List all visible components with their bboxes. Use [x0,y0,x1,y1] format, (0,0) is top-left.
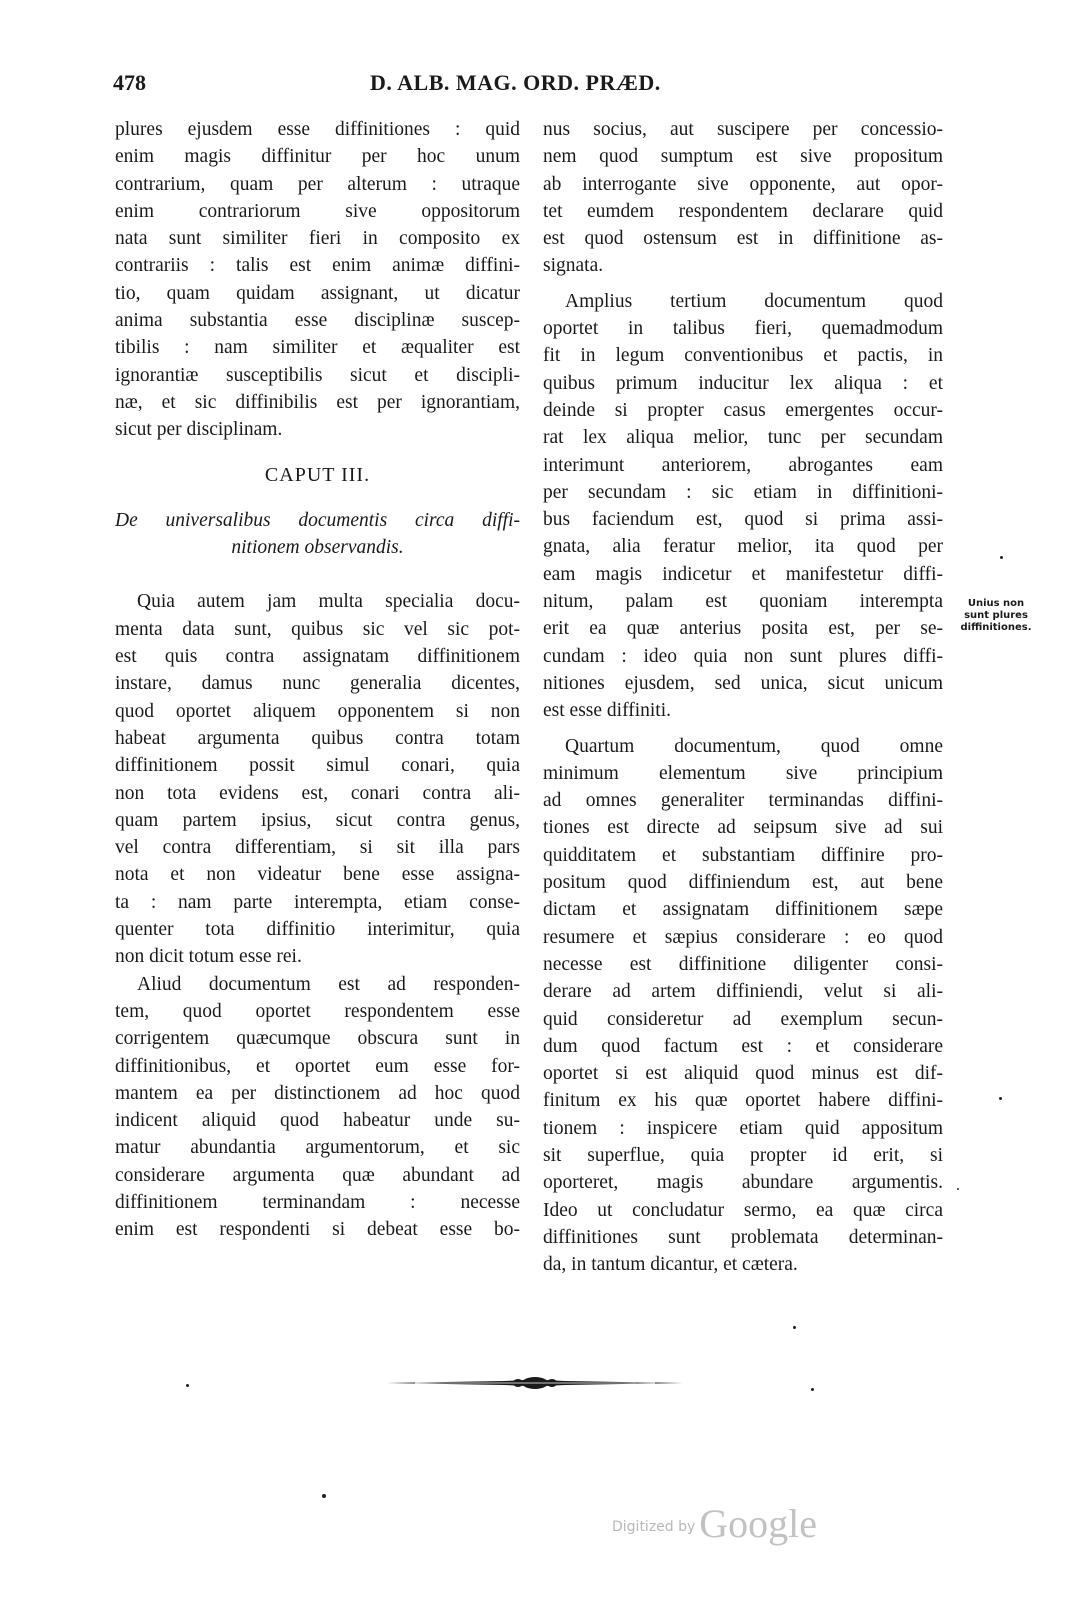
print-speck [957,1188,959,1190]
text-line: tet eumdem respondentem declarare quid [543,200,943,222]
text-line: ta : nam parte interempta, etiam conse- [115,891,520,913]
text-line: tibilis : nam similiter et æqualiter est [115,337,520,359]
text-line: non tota evidens est, conari contra ali- [115,782,520,804]
text-line: derare ad artem diffiniendi, velut si ali- [543,981,943,1003]
text-line: enim magis diffinitur per hoc unum [115,146,520,168]
margin-note [955,598,1037,634]
page-number: 478 [113,70,146,95]
text-line: non dicit totum esse rei. [115,946,302,968]
text-line: nem quod sumptum est sive propositum [543,146,943,168]
text-line: habeat argumenta quibus contra totam [115,727,520,749]
text-line: dictam et assignatam diffinitionem sæpe [543,899,943,921]
end-ornament-icon [385,1372,685,1394]
print-speck [811,1388,814,1391]
text-line: signata. [543,255,604,277]
margin-note-line: diffinitiones. [960,622,1032,633]
paragraph [543,288,943,725]
text-line: enim est respondenti si debeat esse bo- [115,1219,520,1241]
text-line: cundam : ideo quia non sunt plures diffi- [543,645,943,667]
chapter-heading: CAPUT III. [264,463,371,486]
text-line: necesse est diffinitione diligenter consi- [543,953,943,975]
text-line: sit superflue, quia propter id erit, si [543,1144,943,1166]
subtitle-line: nitionem observandis. [231,537,404,559]
text-line: Amplius tertium documentum quod [565,290,943,312]
text-line: tio, quam quidam assignant, ut dicatur [115,282,520,304]
text-line: est quod ostensum est in diffinitione as- [543,228,943,250]
text-line: oporteret, magis abundare argumentis. [543,1172,943,1194]
google-watermark [612,1500,817,1547]
text-line: interimunt anteriorem, abrogantes eam [543,454,943,476]
text-line: instare, damus nunc generalia dicentes, [115,673,520,695]
text-line: nitum, palam est quoniam interempta [543,591,943,613]
text-line: deinde si propter casus emergentes occur- [543,399,943,421]
text-line: bus faciendum est, quod si prima assi- [543,509,943,531]
print-speck [186,1384,189,1387]
text-line: tem, quod oportet respondentem esse [115,1000,520,1022]
paragraph [115,971,520,1244]
margin-note-line: sunt plures [964,610,1028,621]
text-line: corrigentem quæcumque obscura sunt in [115,1028,520,1050]
text-line: sicut per disciplinam. [115,419,283,441]
text-line: quam partem ipsius, sicut contra genus, [115,809,520,831]
text-line: tiones est directe ad seipsum sive ad sui [543,817,943,839]
text-line: dum quod factum est : et considerare [543,1035,943,1057]
text-line: Quia autem jam multa specialia docu- [137,591,520,613]
text-line: ad omnes generaliter terminandas diffini- [543,790,943,812]
chapter-subtitle [115,507,520,562]
margin-note-line: Unius non [967,598,1025,609]
text-line: da, in tantum dicantur, et cætera. [543,1254,798,1276]
text-line: quid consideretur ad exemplum secun- [543,1008,943,1030]
text-line: considerare argumenta quæ abundant ad [115,1164,520,1186]
paragraph [115,116,520,444]
text-line: finitum ex his quæ oportet habere diffini- [543,1090,943,1112]
text-line: ab interrogante sive opponente, aut opor- [543,173,943,195]
text-line: indicent aliquid quod habeatur unde su- [115,1110,520,1132]
text-line: quenter tota diffinitio interimitur, quia [115,919,520,941]
text-line: vel contra differentiam, si sit illa pars [115,837,520,859]
text-line: diffinitionibus, et oportet eum esse for- [115,1055,520,1077]
text-line: nus socius, aut suscipere per concessio- [543,119,943,140]
text-line: nata sunt similiter fieri in composito ex [115,228,520,250]
text-line: contrariis : talis est enim animæ diffini- [115,255,520,277]
text-line: enim contrariorum sive oppositorum [115,200,520,222]
paragraph [543,116,943,280]
subtitle-line: De universalibus documentis circa diffi- [115,509,520,531]
text-line: minimum elementum sive principium [543,762,943,784]
text-line: diffinitiones sunt problemata determinan- [543,1226,943,1248]
text-line: quidditatem et substantiam diffinire pro- [543,844,943,866]
text-line: nota et non videatur bene esse assigna- [115,864,520,886]
text-line: resumere et sæpius considerare : eo quod [543,926,943,948]
print-speck [322,1494,326,1498]
text-line: oportet si est aliquid quod minus est dif- [543,1063,943,1085]
text-line: quod oportet aliquem opponentem si non [115,700,520,722]
text-line: mantem ea per distinctionem ad hoc quod [115,1082,520,1104]
text-line: matur abundantia argumentorum, et sic [115,1137,520,1159]
text-line: erit ea quæ anterius posita est, per se- [543,618,943,640]
digitized-by-text: Digitized by [612,1519,696,1535]
text-line: plures ejusdem esse diffinitiones : quid [115,119,520,140]
text-line: est esse diffiniti. [543,700,671,722]
print-speck [793,1326,796,1329]
text-line: ignorantiæ susceptibilis sicut et discipli- [115,364,520,386]
text-line: est quis contra assignatam diffinitionem [115,646,520,668]
google-logo-text: Google [699,1501,818,1546]
text-line: contrarium, quam per alterum : utraque [115,173,520,195]
text-line: positum quod diffiniendum est, aut bene [543,872,943,894]
print-speck [999,1097,1002,1100]
right-column [543,116,943,1278]
text-line: nitiones ejusdem, sed unica, sicut unicum [543,672,943,694]
left-column [115,116,520,1244]
text-line: diffinitionem possit simul conari, quia [115,755,520,777]
text-line: Aliud documentum est ad responden- [137,973,520,995]
text-line: tionem : inspicere etiam quid appositum [543,1117,943,1139]
text-line: Quartum documentum, quod omne [565,735,943,757]
text-line: diffinitionem terminandam : necesse [115,1191,520,1213]
text-line: gnata, alia feratur melior, ita quod per [543,536,943,558]
print-speck [1000,556,1003,559]
text-line: eam magis indicetur et manifestetur diffi- [543,563,943,585]
text-line: næ, et sic diffinibilis est per ignorantiam, [115,391,520,413]
text-line: anima substantia esse disciplinæ suscep- [115,310,520,332]
text-line: per secundam : sic etiam in diffinitioni- [543,481,943,503]
paragraph [543,733,943,1279]
text-line: quibus primum inducitur lex aliqua : et [543,372,943,394]
text-line: oportet in talibus fieri, quemadmodum [543,318,943,340]
text-line: menta data sunt, quibus sic vel sic pot- [115,618,520,640]
text-line: rat lex aliqua melior, tunc per secundam [543,427,943,449]
running-title: D. ALB. MAG. ORD. PRÆD. [370,70,661,95]
paragraph [115,588,520,970]
text-line: fit in legum conventionibus et pactis, in [543,345,943,367]
text-line: Ideo ut concludatur sermo, ea quæ circa [543,1199,943,1221]
